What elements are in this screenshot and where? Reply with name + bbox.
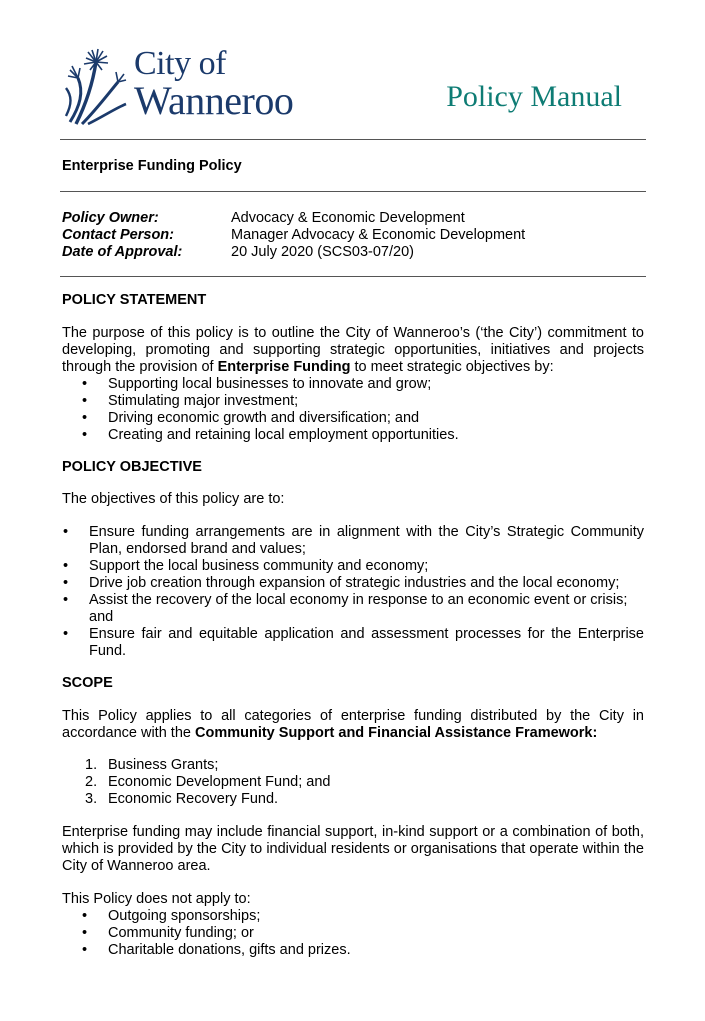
list-item: 2. Economic Development Fund; and xyxy=(85,774,331,790)
scope-paragraph-2: Enterprise funding may include financial support, in-kind support or a combination of both, which is provided by the City to individual residents or organisations that operate within the City of Wanneroo area. xyxy=(62,824,644,874)
list-item: • Outgoing sponsorships; xyxy=(108,908,644,925)
policy-statement-list xyxy=(62,376,644,444)
list-item: 3. Economic Recovery Fund. xyxy=(85,791,279,807)
meta-value: Advocacy & Economic Development xyxy=(231,210,465,226)
policy-manual-title: Policy Manual xyxy=(446,80,622,113)
not-apply-intro: This Policy does not apply to: xyxy=(62,891,251,907)
meta-value: Manager Advocacy & Economic Development xyxy=(231,227,526,243)
meta-label: Date of Approval: xyxy=(62,244,183,260)
logo-text-city-of: City of xyxy=(134,45,226,82)
meta-row-contact-person xyxy=(62,227,525,244)
list-item: • Drive job creation through expansion of strategic industries and the local economy; xyxy=(89,575,644,592)
meta-row-date-of-approval xyxy=(62,244,525,261)
list-item: • Charitable donations, gifts and prizes. xyxy=(108,942,644,959)
not-apply-list xyxy=(62,908,644,959)
title-divider xyxy=(60,191,646,192)
list-item: • Community funding; or xyxy=(108,925,644,942)
scope-paragraph: This Policy applies to all categories of enterprise funding distributed by the City in accordance with the Community Support and Financial Assistance Framework: xyxy=(62,708,644,741)
section-heading-scope: SCOPE xyxy=(62,675,113,691)
meta-divider xyxy=(60,276,646,277)
list-item: • Creating and retaining local employment opportunities. xyxy=(108,427,644,444)
meta-value: 20 July 2020 (SCS03-07/20) xyxy=(231,244,414,260)
document-title: Enterprise Funding Policy xyxy=(62,158,242,174)
policy-statement-paragraph: The purpose of this policy is to outline the City of Wanneroo’s (‘the City’) commitment to developing, promoting and supporting strategic opportunities, initiatives and projects through the provision of Enterprise Funding to meet strategic objectives by: xyxy=(62,325,644,375)
meta-row-policy-owner xyxy=(62,210,525,227)
list-item: • Ensure funding arrangements are in alignment with the City’s Strategic Community Plan, endorsed brand and values; xyxy=(89,524,644,558)
section-heading-policy-statement: POLICY STATEMENT xyxy=(62,292,207,308)
scope-fund-list xyxy=(62,757,644,808)
meta-label: Contact Person: xyxy=(62,227,174,243)
list-item: • Ensure fair and equitable application and assessment processes for the Enterprise Fund. xyxy=(89,626,644,660)
grass-tree-logo-icon xyxy=(62,48,130,126)
list-item: • Supporting local businesses to innovate and grow; xyxy=(108,376,644,393)
page-header xyxy=(62,44,646,128)
list-item: 1. Business Grants; xyxy=(85,757,219,773)
list-item: • Support the local business community and economy; xyxy=(89,558,644,575)
policy-objective-intro: The objectives of this policy are to: xyxy=(62,491,285,507)
city-of-wanneroo-logo xyxy=(62,44,332,128)
policy-objective-list xyxy=(62,524,644,660)
list-item: • Stimulating major investment; xyxy=(108,393,644,410)
meta-label: Policy Owner: xyxy=(62,210,159,226)
list-item: • Driving economic growth and diversification; and xyxy=(108,410,644,427)
policy-metadata xyxy=(62,210,525,261)
header-divider xyxy=(60,139,646,140)
list-item: • Assist the recovery of the local economy in response to an economic event or crisis; and xyxy=(89,592,644,626)
logo-text-wanneroo: Wanneroo xyxy=(134,78,294,123)
policy-body xyxy=(62,292,644,959)
section-heading-policy-objective: POLICY OBJECTIVE xyxy=(62,459,202,475)
